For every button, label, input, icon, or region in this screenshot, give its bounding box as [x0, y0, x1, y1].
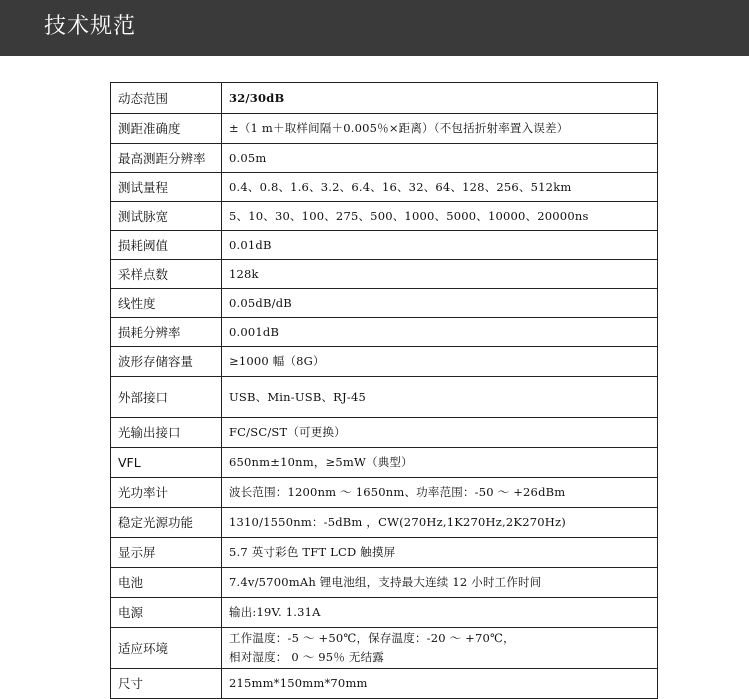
spec-value: 输出:19V. 1.31A [222, 598, 658, 628]
table-row [111, 377, 658, 418]
spec-value [222, 628, 658, 669]
table-row [111, 598, 658, 628]
table-row [111, 202, 658, 231]
table-row [111, 568, 658, 598]
spec-label: 测距准确度 [111, 114, 222, 144]
spec-label: 电源 [111, 598, 222, 628]
table-row [111, 83, 658, 114]
spec-value: 0.01dB [222, 231, 658, 260]
spec-label: 损耗分辨率 [111, 318, 222, 347]
spec-value: 0.001dB [222, 318, 658, 347]
spec-label: 电池 [111, 568, 222, 598]
spec-value: ±（1 m＋取样间隔＋0.005％×距离）（不包括折射率置入误差） [222, 114, 658, 144]
spec-label: 显示屏 [111, 538, 222, 568]
spec-label: 适应环境 [111, 628, 222, 669]
spec-value: ≥1000 幅（8G） [222, 347, 658, 377]
spec-value: USB、Min-USB、RJ-45 [222, 377, 658, 418]
spec-label: 光输出接口 [111, 418, 222, 448]
spec-label: 测试量程 [111, 173, 222, 202]
spec-label: 测试脉宽 [111, 202, 222, 231]
spec-value: 波长范围：1200nm ～ 1650nm、功率范围：-50 ～ +26dBm [222, 478, 658, 508]
spec-value: 5、10、30、100、275、500、1000、5000、10000、20000ns [222, 202, 658, 231]
spec-value: 650nm±10nm，≥5mW（典型） [222, 448, 658, 478]
spec-label: 外部接口 [111, 377, 222, 418]
table-row [111, 347, 658, 377]
table-row [111, 260, 658, 289]
table-row [111, 628, 658, 669]
spec-value: FC/SC/ST（可更换） [222, 418, 658, 448]
table-row [111, 144, 658, 173]
spec-label: 光功率计 [111, 478, 222, 508]
spec-value: 1310/1550nm：-5dBm ，CW(270Hz,1K270Hz,2K270Hz) [222, 508, 658, 538]
spec-value: 0.05dB/dB [222, 289, 658, 318]
spec-value: 5.7 英寸彩色 TFT LCD 触摸屏 [222, 538, 658, 568]
page-title: 技术规范 [44, 14, 137, 39]
spec-label: 损耗阈值 [111, 231, 222, 260]
table-row [111, 418, 658, 448]
spec-label: VFL [111, 448, 222, 478]
table-row [111, 231, 658, 260]
spec-value-line: 相对湿度： 0 ～ 95％ 无结露 [229, 650, 384, 664]
page-header [0, 0, 749, 56]
spec-value: 0.4、0.8、1.6、3.2、6.4、16、32、64、128、256、512km [222, 173, 658, 202]
spec-label: 波形存储容量 [111, 347, 222, 377]
table-row [111, 669, 658, 699]
table-row [111, 478, 658, 508]
spec-label: 动态范围 [111, 83, 222, 114]
spec-table [110, 82, 658, 699]
spec-value: 215mm*150mm*70mm [222, 669, 658, 699]
table-row [111, 289, 658, 318]
table-row [111, 173, 658, 202]
table-row [111, 508, 658, 538]
spec-value: 7.4v/5700mAh 锂电池组，支持最大连续 12 小时工作时间 [222, 568, 658, 598]
spec-label: 线性度 [111, 289, 222, 318]
spec-value-line: 工作温度：-5 ～ +50℃，保存温度：-20 ～ +70℃， [229, 631, 515, 645]
table-row [111, 448, 658, 478]
spec-label: 尺寸 [111, 669, 222, 699]
table-row [111, 114, 658, 144]
spec-value: 128k [222, 260, 658, 289]
table-row [111, 318, 658, 347]
spec-value: 32/30dB [222, 83, 658, 114]
spec-label: 最高测距分辨率 [111, 144, 222, 173]
spec-value: 0.05m [222, 144, 658, 173]
spec-label: 采样点数 [111, 260, 222, 289]
table-row [111, 538, 658, 568]
spec-label: 稳定光源功能 [111, 508, 222, 538]
